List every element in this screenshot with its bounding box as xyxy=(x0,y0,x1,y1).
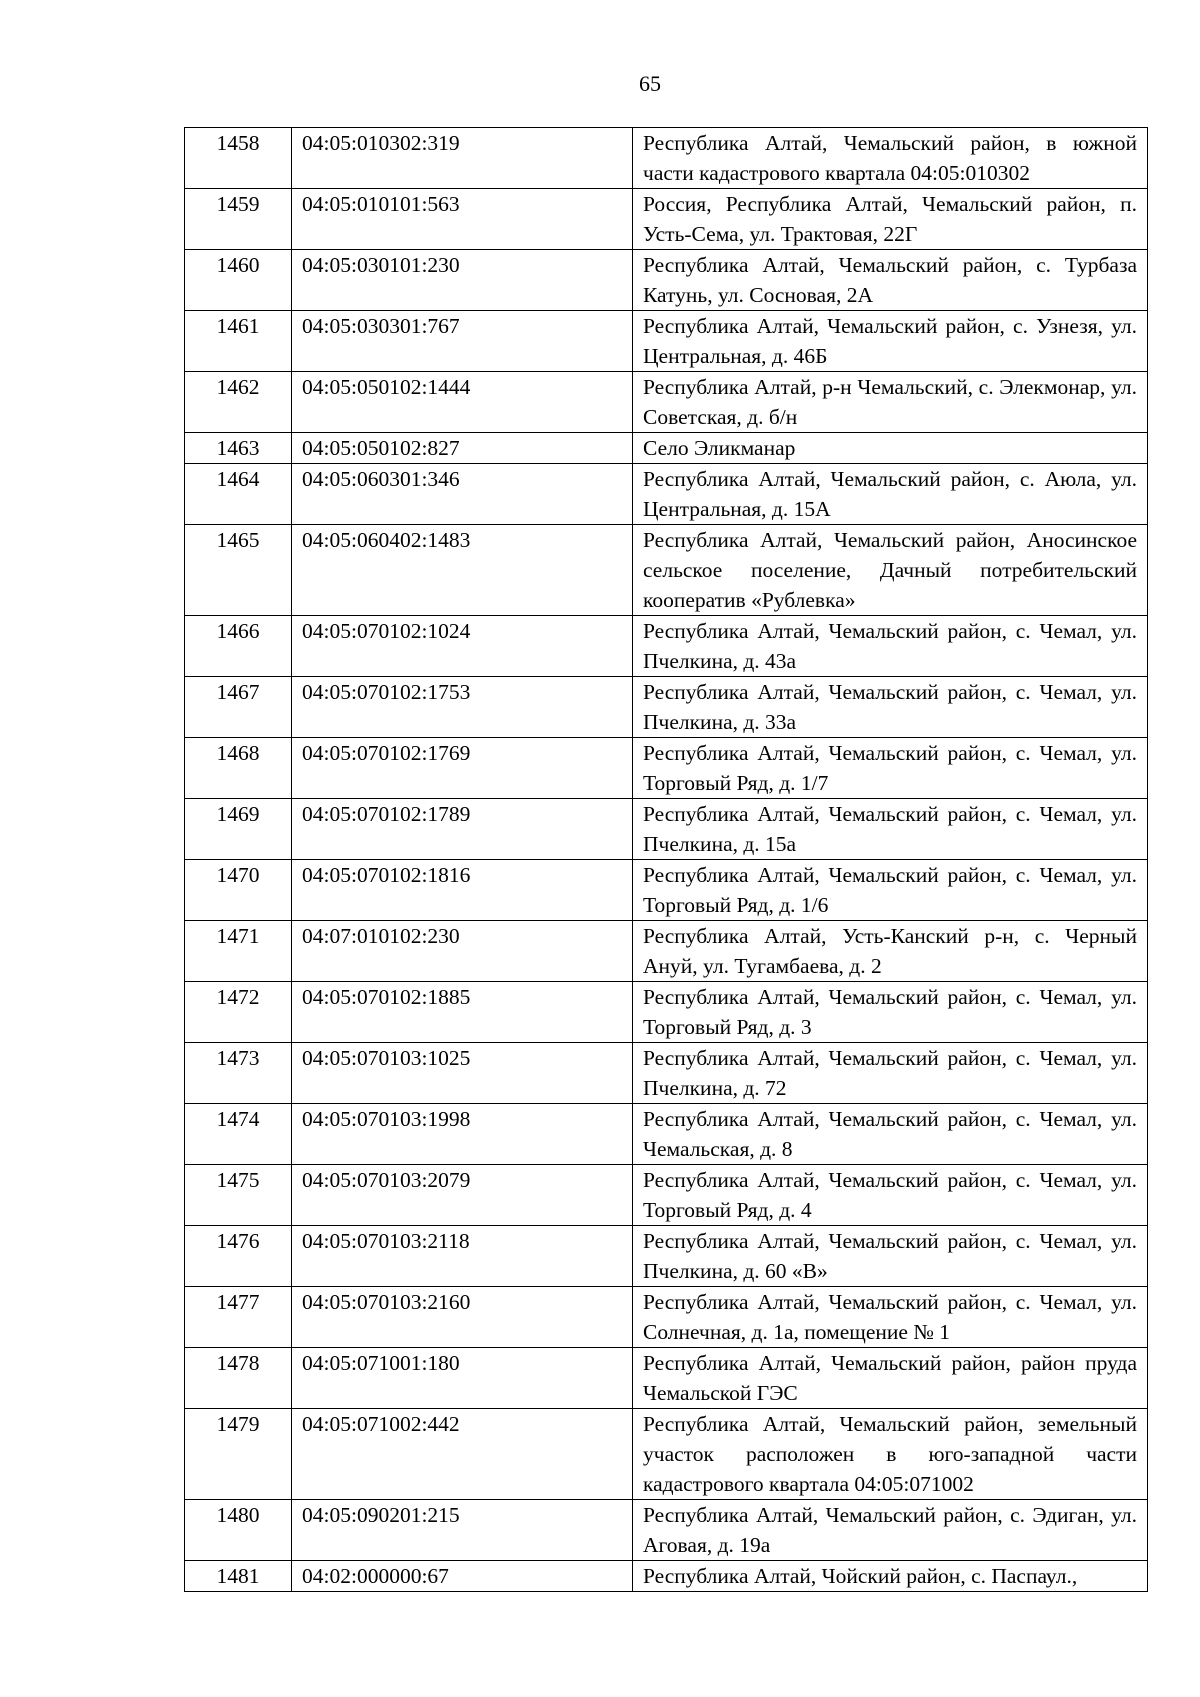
cadastral-number-cell: 04:05:070103:2118 xyxy=(292,1226,633,1287)
table-row xyxy=(185,372,1148,433)
address-cell: Республика Алтай, Чемальский район, с. Чемал, ул. Пчелкина, д. 15а xyxy=(633,799,1148,860)
row-number-cell: 1474 xyxy=(185,1104,292,1165)
row-number-cell: 1466 xyxy=(185,616,292,677)
address-cell: Республика Алтай, Чемальский район, с. Чемал, ул. Торговый Ряд, д. 1/6 xyxy=(633,860,1148,921)
address-cell: Республика Алтай, Чемальский район, с. Чемал, ул. Пчелкина, д. 43а xyxy=(633,616,1148,677)
table-row xyxy=(185,1226,1148,1287)
cadastral-number-cell: 04:05:070102:1789 xyxy=(292,799,633,860)
address-cell: Республика Алтай, Чойский район, с. Паспаул., xyxy=(633,1561,1148,1592)
table-row xyxy=(185,677,1148,738)
cadastral-number-cell: 04:05:030101:230 xyxy=(292,250,633,311)
row-number-cell: 1473 xyxy=(185,1043,292,1104)
cadastral-number-cell: 04:05:070102:1024 xyxy=(292,616,633,677)
cadastral-number-cell: 04:07:010102:230 xyxy=(292,921,633,982)
address-cell: Россия, Республика Алтай, Чемальский район, п. Усть-Сема, ул. Трактовая, 22Г xyxy=(633,189,1148,250)
cadastral-number-cell: 04:05:070103:2079 xyxy=(292,1165,633,1226)
address-cell: Республика Алтай, Чемальский район, в южной части кадастрового квартала 04:05:010302 xyxy=(633,128,1148,189)
row-number-cell: 1467 xyxy=(185,677,292,738)
row-number-cell: 1463 xyxy=(185,433,292,464)
address-cell: Республика Алтай, Чемальский район, земельный участок расположен в юго-западной части кадастрового квартала 04:05:071002 xyxy=(633,1409,1148,1500)
address-cell: Село Эликманар xyxy=(633,433,1148,464)
address-cell: Республика Алтай, Чемальский район, с. Эдиган, ул. Аговая, д. 19а xyxy=(633,1500,1148,1561)
row-number-cell: 1468 xyxy=(185,738,292,799)
address-cell: Республика Алтай, Чемальский район, с. Чемал, ул. Солнечная, д. 1а, помещение № 1 xyxy=(633,1287,1148,1348)
address-cell: Республика Алтай, Чемальский район, район пруда Чемальской ГЭС xyxy=(633,1348,1148,1409)
cadastral-registry-table xyxy=(184,127,1148,1592)
row-number-cell: 1469 xyxy=(185,799,292,860)
table-row xyxy=(185,1348,1148,1409)
row-number-cell: 1476 xyxy=(185,1226,292,1287)
address-cell: Республика Алтай, Чемальский район, с. Узнезя, ул. Центральная, д. 46Б xyxy=(633,311,1148,372)
row-number-cell: 1458 xyxy=(185,128,292,189)
table-row xyxy=(185,433,1148,464)
cadastral-number-cell: 04:05:071002:442 xyxy=(292,1409,633,1500)
cadastral-number-cell: 04:05:030301:767 xyxy=(292,311,633,372)
table-row xyxy=(185,738,1148,799)
address-cell: Республика Алтай, Чемальский район, с. Чемал, ул. Пчелкина, д. 33а xyxy=(633,677,1148,738)
table-row xyxy=(185,128,1148,189)
table-row xyxy=(185,1165,1148,1226)
cadastral-number-cell: 04:05:071001:180 xyxy=(292,1348,633,1409)
cadastral-number-cell: 04:05:060301:346 xyxy=(292,464,633,525)
address-cell: Республика Алтай, Усть-Канский р-н, с. Черный Ануй, ул. Тугамбаева, д. 2 xyxy=(633,921,1148,982)
address-cell: Республика Алтай, Чемальский район, с. Турбаза Катунь, ул. Сосновая, 2А xyxy=(633,250,1148,311)
row-number-cell: 1465 xyxy=(185,525,292,616)
row-number-cell: 1460 xyxy=(185,250,292,311)
cadastral-number-cell: 04:05:060402:1483 xyxy=(292,525,633,616)
table-row xyxy=(185,525,1148,616)
cadastral-number-cell: 04:05:010302:319 xyxy=(292,128,633,189)
table-row xyxy=(185,982,1148,1043)
address-cell: Республика Алтай, Чемальский район, Аносинское сельское поселение, Дачный потребительский кооператив «Рублевка» xyxy=(633,525,1148,616)
address-cell: Республика Алтай, Чемальский район, с. Чемал, ул. Пчелкина, д. 60 «В» xyxy=(633,1226,1148,1287)
row-number-cell: 1480 xyxy=(185,1500,292,1561)
table-row xyxy=(185,250,1148,311)
table-row xyxy=(185,1500,1148,1561)
table-row xyxy=(185,860,1148,921)
table-row xyxy=(185,1043,1148,1104)
cadastral-number-cell: 04:05:070102:1816 xyxy=(292,860,633,921)
row-number-cell: 1481 xyxy=(185,1561,292,1592)
table-row xyxy=(185,1287,1148,1348)
address-cell: Республика Алтай, Чемальский район, с. Чемал, ул. Торговый Ряд, д. 1/7 xyxy=(633,738,1148,799)
page-number: 65 xyxy=(639,71,661,96)
cadastral-number-cell: 04:05:090201:215 xyxy=(292,1500,633,1561)
table-row xyxy=(185,921,1148,982)
address-cell: Республика Алтай, р-н Чемальский, с. Элекмонар, ул. Советская, д. б/н xyxy=(633,372,1148,433)
cadastral-number-cell: 04:05:070103:2160 xyxy=(292,1287,633,1348)
address-cell: Республика Алтай, Чемальский район, с. Чемал, ул. Пчелкина, д. 72 xyxy=(633,1043,1148,1104)
table-row xyxy=(185,799,1148,860)
table-row xyxy=(185,464,1148,525)
cadastral-number-cell: 04:05:070102:1753 xyxy=(292,677,633,738)
cadastral-number-cell: 04:05:050102:1444 xyxy=(292,372,633,433)
address-cell: Республика Алтай, Чемальский район, с. Аюла, ул. Центральная, д. 15А xyxy=(633,464,1148,525)
row-number-cell: 1472 xyxy=(185,982,292,1043)
cadastral-number-cell: 04:02:000000:67 xyxy=(292,1561,633,1592)
row-number-cell: 1477 xyxy=(185,1287,292,1348)
cadastral-number-cell: 04:05:010101:563 xyxy=(292,189,633,250)
row-number-cell: 1462 xyxy=(185,372,292,433)
table-row xyxy=(185,616,1148,677)
row-number-cell: 1478 xyxy=(185,1348,292,1409)
address-cell: Республика Алтай, Чемальский район, с. Чемал, ул. Торговый Ряд, д. 3 xyxy=(633,982,1148,1043)
registry-table-body xyxy=(185,128,1148,1592)
cadastral-number-cell: 04:05:070102:1885 xyxy=(292,982,633,1043)
row-number-cell: 1470 xyxy=(185,860,292,921)
address-cell: Республика Алтай, Чемальский район, с. Чемал, ул. Чемальская, д. 8 xyxy=(633,1104,1148,1165)
table-row xyxy=(185,1409,1148,1500)
table-row xyxy=(185,1104,1148,1165)
cadastral-number-cell: 04:05:050102:827 xyxy=(292,433,633,464)
row-number-cell: 1475 xyxy=(185,1165,292,1226)
row-number-cell: 1464 xyxy=(185,464,292,525)
row-number-cell: 1459 xyxy=(185,189,292,250)
cadastral-number-cell: 04:05:070103:1025 xyxy=(292,1043,633,1104)
table-row xyxy=(185,189,1148,250)
row-number-cell: 1479 xyxy=(185,1409,292,1500)
cadastral-number-cell: 04:05:070102:1769 xyxy=(292,738,633,799)
table-row xyxy=(185,1561,1148,1592)
address-cell: Республика Алтай, Чемальский район, с. Чемал, ул. Торговый Ряд, д. 4 xyxy=(633,1165,1148,1226)
row-number-cell: 1471 xyxy=(185,921,292,982)
row-number-cell: 1461 xyxy=(185,311,292,372)
table-row xyxy=(185,311,1148,372)
cadastral-number-cell: 04:05:070103:1998 xyxy=(292,1104,633,1165)
